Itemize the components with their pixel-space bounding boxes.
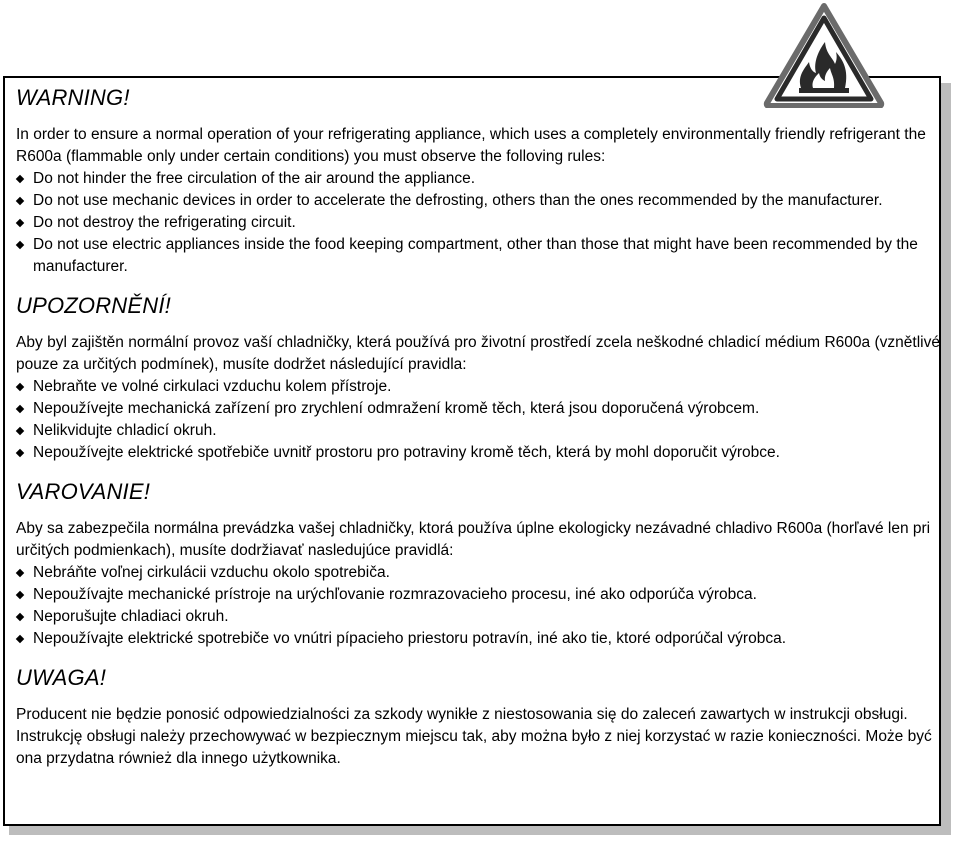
list-item: Do not hinder the free circulation of the air around the appliance. [16,168,940,190]
section-polish [16,664,940,770]
bullet-icon [16,383,24,391]
list-item: Nepoužívajte elektrické spotrebiče vo vnútri pípacieho priestoru potravín, iné ako tie, ktoré odporúčal výrobca. [16,628,940,650]
section-title: VAROVANIE! [16,479,151,504]
section-slovak [16,478,940,650]
bullet-icon [16,591,24,599]
bullet-icon [16,427,24,435]
list-item: Neporušujte chladiaci okruh. [16,606,940,628]
bullet-icon [16,241,24,249]
section-intro: Aby byl zajištěn normální provoz vaší chladničky, která používá pro životní prostředí zcela neškodné chladicí médium R600a (vznětlivé pouze za určitých podmínek), musíte dodržet následující pravidla: [16,334,940,373]
list-item: Nebraňte ve volné cirkulaci vzduchu kolem přístroje. [16,376,940,398]
list-item: Do not use mechanic devices in order to accelerate the defrosting, others than the ones recommended by the manufacturer. [16,190,940,212]
list-item: Nepoužívejte elektrické spotřebiče uvnitř prostoru pro potraviny kromě těch, která by mohl doporučit výrobce. [16,442,940,464]
section-title: UPOZORNĚNÍ! [16,293,171,318]
list-item: Nepoužívejte mechanická zařízení pro zrychlení odmražení kromě těch, která jsou doporučená výrobcem. [16,398,940,420]
bullet-icon [16,569,24,577]
list-item: Do not use electric appliances inside the food keeping compartment, other than those that might have been recommended by the manufacturer. [16,234,940,278]
list-item: Do not destroy the refrigerating circuit. [16,212,940,234]
rule-list [16,168,940,278]
bullet-icon [16,405,24,413]
section-intro: In order to ensure a normal operation of your refrigerating appliance, which uses a completely environmentally friendly refrigerant the R600a (flammable only under certain conditions) you must observe the folloving rules: [16,126,926,165]
rule-list [16,376,940,464]
document-content [16,84,940,770]
section-intro: Producent nie będzie ponosić odpowiedzialności za szkody wynikłe z niestosowania się do zaleceń zawartych w instrukcji obsługi. Instrukcję obsługi należy przechowywać w bezpiecznym miejscu tak, aby można było z niej korzystać w razie konieczności. Może być ona przydatna również dla innego użytkownika. [16,706,932,767]
list-item: Nelikvidujte chladicí okruh. [16,420,940,442]
bullet-icon [16,635,24,643]
bullet-icon [16,613,24,621]
section-intro: Aby sa zabezpečila normálna prevádzka vašej chladničky, ktorá používa úplne ekologicky nezávadné chladivo R600a (horľavé len pri určitých podmienkach), musíte dodržiavať nasledujúce pravidlá: [16,520,931,559]
list-item: Nebráňte voľnej cirkulácii vzduchu okolo spotrebiča. [16,562,940,584]
bullet-icon [16,219,24,227]
bullet-icon [16,175,24,183]
section-title: WARNING! [16,85,130,110]
section-czech [16,292,940,464]
list-item: Nepoužívajte mechanické prístroje na urýchľovanie rozmrazovacieho procesu, iné ako odporúča výrobca. [16,584,940,606]
bullet-icon [16,197,24,205]
rule-list [16,562,940,650]
bullet-icon [16,449,24,457]
section-english [16,84,940,278]
section-title: UWAGA! [16,665,107,690]
